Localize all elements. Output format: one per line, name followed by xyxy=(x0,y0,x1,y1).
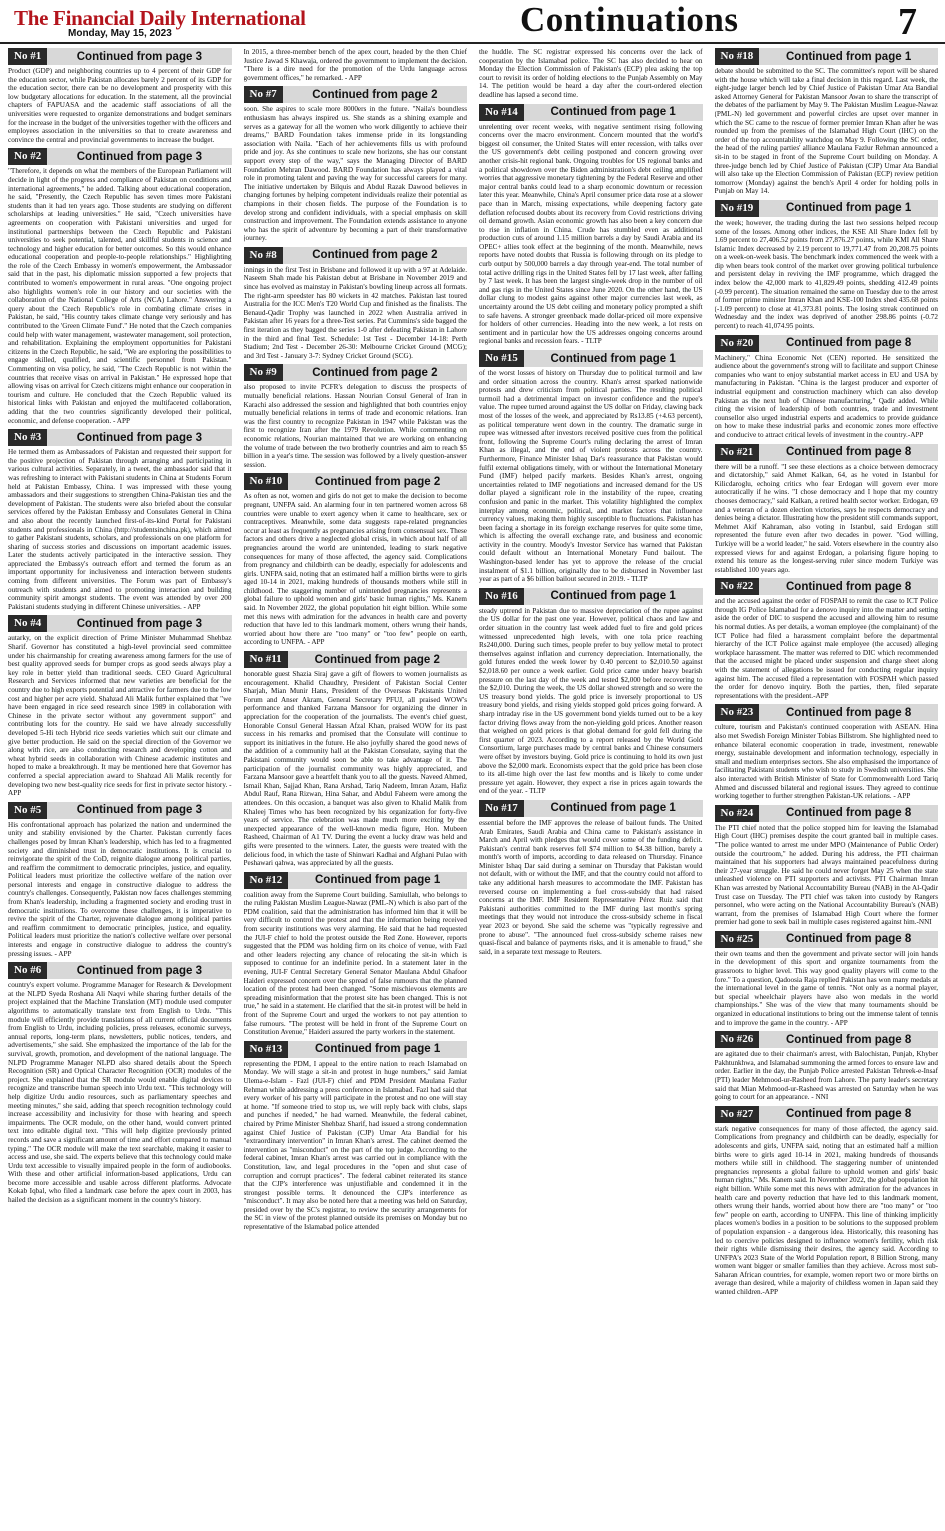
continued-from-label: Continued from page 1 xyxy=(785,50,912,63)
continuation-number: No #4 xyxy=(8,615,47,632)
continuation-header xyxy=(479,800,703,817)
continuation-header xyxy=(715,805,939,822)
article-text: As often as not, women and girls do not get to make the decision to become pregnant, UNFPA said. An alarming four in ten partnered women across 68 countries were unable to exert agency when it came to healthcare, sex or contraceptives. Meanwhile, some data suggests rape-related pregnancies occur at least as frequently as pregnancies arising from consensual sex. These factors and others drive a neglected global crisis, in which about half of all pregnancies around the world are unintended, leading to stark negative consequences for many of those affected, the agency said. Complications from pregnancy and childbirth can be deadly, especially for adolescents and girls. UNFPA said, noting that an estimated half a million births were to girls aged 10-14 in 2021, making hundreds of thousands mothers while still in childhood. The staggering number of unintended pregnancies represents a global failure to uphold women and girls' basic human rights," Ms. Kanem said. In November 2022, the global population hit eight billion. While some met this news with admiration for the advances in health care and poverty reduction that have led to this landmark moment, others wrung their hands, worried about how there are "too many" or "too few" people on earth, according to UNFPA. - APP xyxy=(243,492,467,647)
continued-from-label: Continued from page 1 xyxy=(550,802,676,815)
continuation-header xyxy=(8,48,232,65)
continuation-item xyxy=(479,350,703,584)
article-text: of the worst losses of history on Thursday due to political turmoil and law and order situation across the country. Khan's arrest sparked nationwide protests and drew criticism from political parties. The resulting political turmoil had a detrimental impact on investor confidence and the rupee's value. The rupee turned around against the US dollar on Friday, clawing back most of the losses of the week, and appreciated by Rs13.85 (+4.63 percent), as political temperature went down in the country. The dramatic surge in rupee was witnessed after investors received positive cues from the political front, following the Supreme Court's ruling declaring the arrest of Imran Khan as illegal, and the end of violent protests across the country. Furthermore, Finance Minister Ishaq Dar's reassurance that Pakistan would fulfil external obligations timely, with or without the International Monetary Fund (IMF) helped pacify markets. Besides Khan's arrest, ongoing uncertainties related to IMF negotiations and increased demand for the US dollar played a significant role in the instability of the rupee, creating confusion and panic in the market. This volatility highlighted the complex interplay among economic, political, and market factors that influence currency values, making them highly susceptible to fluctuations. Pakistan has been facing a shortage in its foreign exchange reserves for quite some time, which is affecting the overall exchange rate, and business and economic activity in the country. Moody's Investor Service has warned that Pakistan could default without an International Monetary Fund bailout. The Washington-based lender has yet to approve the release of the crucial instalment of $1.1 billion, originally due to be disbursed in November last year as part of a $6 billion bailout secured in 2019. - TLTP xyxy=(479,369,703,584)
continuation-item xyxy=(8,962,232,1204)
continuation-header xyxy=(244,872,468,889)
article-text: The PTI chief noted that the police stopped him for leaving the Islamabad High Court (IHC) premises despite the court granted bail in multiple cases. "The police wanted to arrest me under MPO (Maintenance of Public Order) outside the courtroom," he added. During his address, the PTI chairman maintained that his supporters had always maintained peacefulness during their 27-year struggle. He said he could never forget May 25 when the state unleashed violence on PTI supporters and activists. PTI Chairman Imran Khan was arrested by National Accountability Bureau (NAB) in the Al-Qadir Trust case on Tuesday. The PTI chief was taken into custody by Rangers personnel, who were acting on the National Accountability Bureau's (NAB) warrant, from the premises of Islamabad High Court where the former premier had gone to seek bail in multiple cases registered against him.-NNI xyxy=(714,823,938,927)
continuation-number: No #7 xyxy=(244,86,283,103)
continuation-item xyxy=(244,1041,468,1232)
continuation-number: No #10 xyxy=(244,473,289,490)
article-text: also proposed to invite PCFR's delegation to discuss the prospects of mutually beneficial relations. Hassan Nourian Consul General of Iran in Karachi also addressed the session and highlighted that both countries enjoy mutually beneficial relations in terms of trade and economic relations. Iran was the first country to recognize Pakistan in 1947 while Pakistan was the first to recognize Iran after the 1979 Revolution. While commenting on economic relations, Nourian maintained that we are working on enhancing the volume of trade between the two brotherly countries and aim to reach $5 billion in a year's time. The session was followed by a lively question-answer session. xyxy=(243,383,467,469)
continuation-header xyxy=(244,364,468,381)
masthead xyxy=(0,0,945,44)
article-text: the huddle. The SC registrar expressed his concerns over the lack of cooperation by the Islamabad police. The SC has also decided to hear on Monday the Election Commission of Pakistan's (ECP) plea asking the top court to revisit its order of holding elections to the Punjab Assembly on May 14. The petition would be heard a day after the court-ordered election deadline has lapsed a second time. xyxy=(479,48,703,99)
continuation-number: No #8 xyxy=(244,247,283,264)
continuation-number: No #13 xyxy=(244,1041,289,1058)
continuation-header xyxy=(244,651,468,668)
continuation-item xyxy=(8,802,232,959)
continued-from-label: Continued from page 2 xyxy=(312,249,438,262)
continuation-item xyxy=(715,200,939,331)
continued-from-label: Continued from page 8 xyxy=(785,807,912,820)
continued-from-label: Continued from page 3 xyxy=(76,804,202,817)
continued-from-label: Continued from page 2 xyxy=(312,88,438,101)
continuation-item xyxy=(244,247,468,361)
continuation-item xyxy=(244,86,468,243)
continuation-item xyxy=(715,704,939,800)
continuation-number: No #27 xyxy=(715,1106,760,1123)
continued-from-label: Continued from page 1 xyxy=(314,1043,441,1056)
section-heading: Continuations xyxy=(520,0,739,39)
column-4 xyxy=(715,48,939,1524)
continuation-item xyxy=(715,335,939,440)
continuation-number: No #25 xyxy=(715,931,760,948)
continuation-header xyxy=(715,704,939,721)
continuation-item xyxy=(244,651,468,868)
continued-from-label: Continued from page 1 xyxy=(314,874,441,887)
article-text: His confrontational approach has polarized the nation and undermined the unity and stability envisioned by the Charter. Pakistan currently faces challenges posed by Imran Khan's leadership, which has led to a fragmented society and diminished trust in democratic institutions. It is crucial to reinvigorate the spirit of the CoD, reignite dialogue among political parties, and reaffirm the commitment to democratic principles, justice, and equality. Political leaders must prioritize the collective welfare of the nation over personal interests and engage in constructive dialogue to address the country's challenges. Consequently, Pakistan now faces challenges stemming from Khan's leadership, including a fragmented society and eroding trust in democratic institutions. To overcome these challenges, it is imperative to revive the spirit of the Charter, rejuvenate dialogue among political parties and reaffirm commitment to democratic principles, justice, and equality. Political leaders must prioritize the nation's collective welfare over personal interests and engage in constructive dialogue to address the country's pressing issues. - APP xyxy=(8,820,232,958)
continued-from-label: Continued from page 2 xyxy=(312,366,438,379)
continuation-header xyxy=(715,48,939,65)
article-text: innings in the first Test in Brisbane and followed it up with a 97 at Adelaide. Naseem Shah made his Pakistan debut at Brisbane in November 2019 and since has evolved as mainstay in Pakistan's bowling lineup across all formats. The right-arm speedster has 80 wickets in 42 matches. Pakistan last toured Australia for the ICC Men's T20 World Cup and finished as the finalists. The Benaud-Qadir Trophy was launched in 2022 when Australia arrived in Pakistan after 16 years for a three-Test series. Pat Cummins's side bagged the first iteration as they bagged the series 1-0 after defeating Pakistan in Lahore in the third and final Test. Schedule: 1st Test - December 14-18: Perth Stadium; 2nd Test - December 26-30: Melbourne Cricket Ground (MCG); and 3rd Test - January 3-7: Sydney Cricket Ground (SCG). xyxy=(243,265,467,360)
continued-from-label: Continued from page 2 xyxy=(314,475,441,488)
continuation-header xyxy=(8,615,232,632)
continued-from-label: Continued from page 8 xyxy=(785,337,912,350)
continued-from-label: Continued from page 2 xyxy=(314,653,440,666)
issue-date: Monday, May 15, 2023 xyxy=(68,28,172,39)
article-text: essential before the IMF approves the release of bailout funds. The United Arab Emirates, Saudi Arabia and China came to Pakistan's assistance in March and April with pledges that would cover some of the funding deficit. Pakistan's central bank reserves fell $74 million to $4.38 billion, barely a month's worth of imports, according to data released on Thursday. Finance Minister Ishaq Dar said during a seminar on Thursday that Pakistan would not default, with or without the IMF, and that the country could not afford to take any additional harsh measures to accommodate the IMF. Pakistan has reversed course on implementing a fuel cross-subsidy that had raised concerns at the IMF. IMF Resident Representative Pérez Ruiz said that Pakistani authorities committed to the IMF during last month's spring meetings that they would not introduce the cross-subsidy scheme in fiscal year 2023 or beyond. She said the scheme was "typically regressive and prone to abuse". "The announced fuel cross-subsidy scheme raises new quasi-fiscal and balance of payments risks, and it is amenable to fraud," she said, in a separate text message to Reuters. xyxy=(479,818,703,956)
column-2 xyxy=(244,48,468,1524)
continued-from-label: Continued from page 3 xyxy=(76,150,202,163)
article-text: there will be a runoff. "I see these elections as a choice between democracy and dictatorship," said Ahmet Kalkan, 64, as he voted in Istanbul for Kilicdaroglu, echoing critics who fear Erdogan will govern ever more autocratically if he wins. "I chose democracy and I hope that my country chooses democracy," said Kalkan, a retired health sector worker. Erdogan, 69 and a veteran of a dozen election victories, says he respects democracy and denies being a dictator. Illustrating how the president still commands support, Mehmet Akif Kahraman, also voting in Istanbul, said Erdogan still represented the future even after two decades in power. "God willing, Turkiye will be a world leader," he said. Voters elsewhere in the country also expressed views for and against Erdogan, a polarising figure hoping to extend his tenure as the longest-serving ruler since modern Turkiye was established 100 years ago. xyxy=(714,462,938,574)
article-text: representing the PDM, I appeal to the entire nation to reach Islamabad on Monday. We will stage a sit-in and protest in huge numbers," said Jamiat Ulema-e-Islam - Fazl (JUI-F) chief and PDM President Maulana Fazlur Rehman while addressing a press conference in Islamabad. Fazl had said that every worker of his party will participate in the protest and no one will stay at home. "If someone tried to stop us, we will reply back with clubs, slaps and punches if needed," he had warned. Meanwhile, the federal cabinet, chaired by Prime Minister Shehbaz Sharif, had issued a strong condemnation against Chief Justice of Pakistan (CJP) Umar Ata Bandial for his "extraordinary intervention" in Imran Khan's arrest. The cabinet deemed the intervention as "misconduct" on the part of the top judge. According to the federal cabinet, Imran Khan's arrest was carried out in compliance with the Constitution, law, and legal procedures in the "open and shut case of corruption and corrupt practices". The federal cabinet reiterated its stance that the CJP's interference was unjustifiable and condemned it in the strongest possible terms. It denounced the CJP's interference as "misconduct". It may also be noted here that a meeting was held on Saturday, presided over by the SC's registrar, to review the security arrangements for the SC in view of the protest planned outside its premises on Monday but no representative of the Islamabad police attended xyxy=(243,1059,467,1232)
continued-from-label: Continued from page 1 xyxy=(550,590,676,603)
continuation-number: No #19 xyxy=(715,200,760,217)
continuation-item xyxy=(715,931,939,1027)
continuation-item xyxy=(715,48,939,196)
continuation-header xyxy=(8,802,232,819)
continuation-number: No #21 xyxy=(715,444,760,461)
continuation-item xyxy=(479,588,703,796)
continued-from-label: Continued from page 8 xyxy=(785,1033,912,1046)
article-text: stark negative consequences for many of those affected, the agency said. Complications from pregnancy and childbirth can be deadly, especially for adolescents and girls, UNFPA said, noting that an estimated half a million births were to girls aged 10-14 in 2021, making hundreds of thousands mothers while still in childhood. The staggering number of unintended pregnancies represents a global failure to uphold women and girls' basic human rights," Ms. Kanem said. In November 2022, the global population hit eight billion. While some met this news with admiration for the advances in health care and poverty reduction that have led to this landmark moment, others wrung their hands, worried about how there are "too many" or "too few" people on earth, according to UNFPA. This line of thinking implicitly places women's bodies in a position to be solutions to the supposed problem of population expansion - a dangerous idea. Historically, this reasoning has led to coercive policies designed to influence women's fertility, which risk their rights while dismissing their desires, the agency said. According to UNFPA's 2023 State of the World Population report, 8 Billion Strong, many women want bigger or smaller families than they achieve. Across most sub-Saharan African countries, for example, women report two or more births on average than desired, while a majority of childless women in Japan said they wanted children.-APP xyxy=(714,1124,938,1297)
continued-from-label: Continued from page 8 xyxy=(785,706,912,719)
columns xyxy=(8,48,938,1524)
continuation-item xyxy=(715,1031,939,1102)
continuation-item xyxy=(715,578,939,700)
continuation-number: No #22 xyxy=(715,578,760,595)
continuation-item xyxy=(244,364,468,469)
continuation-header xyxy=(715,1106,939,1123)
article-text: and the accused against the order of FOSPAH to remit the case to ICT Police through IG Police Islamabad for a denovo inquiry into the matter and setting aside the order of DIC to suspend the accused and allowing him to resume his normal duties. As per details, a woman employee (the complainant) of the ICT Police had filed a harassment complaint before the departmental hierarchy of the ICT Police against male employee (the accused) alleging workplace harassment. The matter was referred to DIC which recommended that the accused might be placed under suspension and charge sheet along with the statement of allegations be issued for conducting regular inquiry against him. The accused filed a representation with FOSPAH which passed the order for denovo inquiry. Both the parties, then, filed separate representations with the president.-APP xyxy=(714,597,938,700)
article-text: steady uptrend in Pakistan due to massive depreciation of the rupee against the US dollar for the past one year. However, political chaos and law and order situation in the country last week added fuel to fire and gold prices witnessed unprecedented high levels, with one tola price reaching Rs240,000. During such times, people prefer to buy yellow metal to protect themselves against inflation and currency depreciation. Internationally, the gold futures ended the week lower by 0.40 percent to $2,010.50 against $2,018.60 per ounce a week earlier. Gold price came under heavy bearish pressure on the last day of the week and tested $2,000 before recovering to the $2,010. During the week, the US dollar showed strength and so were the US treasury bond yields. The gold price is inversely proportional to US treasury bond yields, and rising yields stopped gold prices going forward. A sharp intraday rise in the US government bond yields turned out to be a key factor driving flows away from the non-yielding gold prices. Another reason that weighed on gold prices is that global demand for gold fell during the first quarter of 2023. According to a report released by the World Gold Consortium, large purchases made by central banks and Chinese consumers were offset by investors buying. Gold price is continuing to hold its own just above the $2,000 mark. Economists expect that the gold price has been close to its all-time high over the last few months and is likely to come under pressure yet again. However, they expect a rise in prices again towards the end of the year. - TLTP xyxy=(479,606,703,796)
continuation-number: No #16 xyxy=(479,588,524,605)
continuation-item xyxy=(8,429,232,611)
continuation-number: No #9 xyxy=(244,364,283,381)
continued-from-label: Continued from page 1 xyxy=(550,352,676,365)
column-1 xyxy=(8,48,232,1524)
article-text: are agitated due to their chairman's arrest, with Balochistan, Punjab, Khyber Pakhtunkhwa, and Islamabad summoning the armed forces to ensure law and order. Earlier in the day, the Punjab Police arrested Pakistan Tehreek-e-Insaf (PTI) leader Mehmood-ur-Rasheed from Lahore. The party leader's secretary said that Mian Mehmood-ur-Rasheed was arrested on Saturday when he was going to court for an appearance. - NNI xyxy=(714,1050,938,1102)
continuation-item xyxy=(244,473,468,647)
continuation-item xyxy=(715,1106,939,1297)
column-3 xyxy=(479,48,703,1524)
article-text: unrelenting over recent weeks, with negative sentiment rising following concerns over the macro environment. Concern mounted that the world's biggest oil consumer, the United States will enter recession, with talks over the US government's debt ceiling postponed and concern growing over another crisis-hit regional bank. Ongoing troubles for US regional banks and a political showdown over the Biden administration's debt ceiling amplified worries that aggressive monetary tightening by the Federal Reserve and other major central banks could lead to a sharp economic downturn or recession later this year. Meanwhile, China's April consumer price data rose at a slower pace than in March, missing expectations, while deepening factory gate deflation refocused doubts about its recovery from Covid restrictions driving oil demand growth. Asian economic growth has also been a key concern due to rise in inflation in China. Crude has stumbled even as additional production cuts of around 1.15 million barrels a day by Saudi Arabia and its OPEC+ allies took effect at the beginning of the month. Meanwhile, news reports have noted doubts that Russia is following through on its pledge to curb output by 500,000 barrels a day through year-end. The total number of total active drilling rigs in the United States fell by 17 last week, after falling by 7 last week. It has been the largest single-week drop in the number of oil and gas rigs in the United States since June 2020. On the other hand, the US dollar clung to modest gains against other major currencies last week, as uncertainty around the US debt ceiling and monetary policy prompted a shift to safe havens. A stronger greenback made dollar-priced oil more expensive for holders of other currencies. Heading into the new week, a lot rests on sentiment and in particular how the US addresses ongoing concerns around regional banks and recession fears. - TLTP xyxy=(479,122,703,346)
continuation-header xyxy=(244,1041,468,1058)
continuation-item xyxy=(715,444,939,575)
continuation-item xyxy=(479,800,703,957)
continuation-item xyxy=(715,805,939,927)
article-text: coalition away from the Supreme Court building. Samiullah, who belongs to the ruling Pakistan Muslim League-Nawaz (PML-N) which is also part of the PDM coalition, said that the administration has informed him that it will be very difficult to control the protest and that the information being received from security institutions was very alarming. He said that he had requested the JUI-F chief to hold the protest outside the Red Zone. However, reports suggested that the PDM was holding firm on its choice of venue, with Fazl and other leaders rejecting any chance of relocating the sit-in which is supposed to continue for an indefinite period. In a statement later in the evening, JUI-F Central Secretary General Senator Maulana Abdul Ghafoor Haideri expressed concern over the spread of false rumours that the planned location of the protest had been changed. "Some mischievous elements are spreading misinformation that the protest site has been changed. This is not true," he said in a statement. He clarified that the sit-in protest will be held in front of the Supreme Court and urged the workers to not pay attention to false rumours. "The protest will be held in front of the Supreme Court on Constitution Avenue," Haideri assured the party workers in the statement. xyxy=(243,890,467,1037)
continuation-header xyxy=(8,962,232,979)
continued-from-label: Continued from page 3 xyxy=(76,431,202,444)
article-text: He termed them as Ambassadors of Pakistan and requested their support for the positive projection of Pakistan through arranging and participating in various cultural activities. Separately, in a tweet, the ambassador said that it was refreshing to interact with Pakistani students in China at Students Forum held at Pakistan Embassy, China. I was impressed with these young ambassadors and their suggestions to strengthen China-Pakistan ties and the development of Pakistan. The students were also briefed about the consular services offered by the Pakistan Embassy and Consulates General in China and also about the recently launched first-of-its-kind Portal for Pakistani students and professionals in China (http://studentsinchina.pk), which aimed to gather Pakistani students, scholars, and professionals on one platform for sharing of success stories and discussions on important academic issues. Later the students actively participated in the interactive session. They appreciated the Embassy's outreach effort and termed the forum as an important opportunity for inclusiveness and interaction between students coming from different universities. The Forum was part of Embassy's outreach with students and aimed to promoting interaction and building community spirit amongst students. The event was attended by over 200 Pakistani students studying in different Chinese universities. - APP xyxy=(8,448,232,611)
continued-from-label: Continued from page 8 xyxy=(785,446,912,459)
continuation-number: No #18 xyxy=(715,48,760,65)
continuation-header xyxy=(244,86,468,103)
article-text: "Therefore, it depends on what the members of the European Parliament will decide in light of the progress and compliance of Pakistan on conditions and international agreements," he added. Talking about educational cooperation, he said, "Presently, the Czech Republic has seven times more Pakistani students than it had ten years ago. Those students are studying on different scholarships at leading universities." He said, "Czech universities have agreements on cooperation with Pakistani universities and urged for institutional partnerships between the Czech Republic and Pakistani universities to seek potential, talented, and skillful students in science and technology and higher education for better outcomes. So this would enhance educational cooperation and people-to-people relationships." Highlighting the role of the Czech Embassy in women's empowerment, the Ambassador said that in the past, his diplomatic mission supported a few projects that contributed to women's empowerment in rural areas. "One ongoing project also highlights women's role in our history and our societies with the collaboration of the National College of Arts (NCA) Lahore." Answering a query about the Czech Republic's role in combating climate crises in Pakistan, he said, "His country takes climate change very seriously and has contributed to the 'Green Climate Fund'." He noted that the Czech companies could help with water management, wastewater management, soil protection, and rehabilitation. Explaining the employment opportunities for Pakistani citizens in the Czech Republic, he said, "We are exploring the possibilities to engage skilled, qualified, and scientific personnel from Pakistan." Commenting on visa policy, he said, "The Czech Republic is not within the countries that receive visas on arrival in Pakistan." He expressed hope that allowing visas on arrival for Czech citizens might enhance our cooperation in tourism and culture. He concluded that the Czech Republic valued its historical links with Pakistan and enjoyed the multifaceted collaboration, adding that the two countries significantly developed their political, economic, and defense cooperation. - APP xyxy=(8,167,232,425)
continued-from-label: Continued from page 1 xyxy=(550,106,676,119)
continuation-header xyxy=(479,350,703,367)
continued-from-label: Continued from page 8 xyxy=(785,933,912,946)
article-text: Product (GDP) and neighboring countries up to 4 percent of their GDP for the education sector, while Pakistan allocates barely 2 percent of its GDP for the education sector, there can be no development and prosperity with this low budgetary allocations for education. In the statement, all the provincial chapters of FAPUASA and the academic staff associations of all the universities were requested to organize demonstrations and budget seminars for the increase in the budget of the universities together with the officers and employees association in the universities so that to create awareness and convince the central and provincial governments to increase the budget. xyxy=(8,67,232,144)
continuation-header xyxy=(8,429,232,446)
continuation-header xyxy=(8,148,232,165)
continuation-number: No #17 xyxy=(479,800,524,817)
continuation-number: No #1 xyxy=(8,48,47,65)
continuation-header xyxy=(715,1031,939,1048)
continued-from-label: Continued from page 3 xyxy=(76,617,202,630)
continuation-number: No #14 xyxy=(479,104,524,121)
continued-from-label: Continued from page 3 xyxy=(76,50,202,63)
continuation-header xyxy=(479,588,703,605)
article-text: soon. She aspires to scale more 8000ers in the future. "Naila's boundless enthusiasm has always inspired us. She stands as a shining example and serves as a gateway for all the women who work diligently to achieve their dreams," BARD Foundation takes immense pride in its longstanding association with Naila. "Each of her achievements fills us with profound pride and joy. As she continues to scale new horizons, she has our constant support every step of the way," says the Managing Director of BARD Foundation Mehran Dawood. BARD Foundation has always played a vital role in promoting talent and paving the way for successful careers for many. The initiative undertaken by Bilquis and Abdul Razak Dawood believes in changing fortunes by helping competent individuals realize their potential as champions in their chosen fields. The purpose of the Foundation is to develop strong and confident individuals, with a special emphasis on skill construction and improvement. The Foundation extends assistance to anyone who has the spirit of adventure by becoming a part of their transformative journey. xyxy=(243,105,467,243)
article-text: culture, tourism and Pakistan's continued cooperation with ASEAN. Hina also met Swedish Foreign Minister Tobias Billstrom. She highlighted need to enhance bilateral economic cooperation in trade, investment, renewable energy, sustainable development and information technology, especially in small and medium enterprises sectors. She also emphasised the importance of facilitating Pakistani students who wish to study in Swedish universities. She also interacted with British Minister of State for Commonwealth Lord Tariq Ahmed and discussed bilateral and regional issues. They agreed to continue working together to further strengthen Pakistan-UK relations. - APP xyxy=(714,723,938,801)
continuation-number: No #15 xyxy=(479,350,524,367)
continuation-number: No #2 xyxy=(8,148,47,165)
continuation-item xyxy=(479,48,703,100)
page-number: 7 xyxy=(898,1,917,43)
continuation-number: No #6 xyxy=(8,962,47,979)
continued-from-label: Continued from page 3 xyxy=(76,964,202,977)
continuation-number: No #5 xyxy=(8,802,47,819)
continuation-header xyxy=(715,444,939,461)
continuation-header xyxy=(479,104,703,121)
continuation-header xyxy=(715,200,939,217)
continued-from-label: Continued from page 8 xyxy=(785,580,912,593)
continuation-number: No #26 xyxy=(715,1031,760,1048)
continuation-number: No #11 xyxy=(244,651,288,668)
continued-from-label: Continued from page 8 xyxy=(785,1108,912,1121)
continuation-header xyxy=(715,335,939,352)
continued-from-label: Continued from page 1 xyxy=(785,202,912,215)
continuation-header xyxy=(715,578,939,595)
article-text: the week; however, the trading during the last two sessions helped recoup some of the losses. Among other indices, the KSE All Share Index fell by 1.69 percent to 27,406.52 points from 27,876.27 points, while KMI All Share Islamic Index decreased by 2.19 percent to 19,771.47 from 20,208.75 points on a week-on-week basis. The benchmark index commenced the week with a dip when bears took control of the market over growing political turbulence and persistent delay in reviving the IMF programme, which dragged the index below the 42,000 mark to 41,829.49 points, shedding 412.49 points (-0.99 percent). The situation remained the same on Tuesday due to the arrest of former prime minister Imran Khan and KSE-100 Index shed 435.68 points (-1.09 percent) to close at 41,373.81 points. The losing streak continued on Wednesday and the index was deprived of another 298.86 points (-0.72 percent) to reach 41,074.95 points. xyxy=(714,218,938,331)
continuation-number: No #20 xyxy=(715,335,760,352)
article-text: Machinery," China Economic Net (CEN) reported. He sensitized the audience about the government's strong will to facilitate and support Chinese companies who want to enjoy substantial market access in EU and USA by manufacturing in Pakistan. "China is the largest producer and exporter of industrial equipment and construction machinery which can also develop Pakistan as the next hub of Chinese manufacturing," Qadir added. While citing the vision of leadership of both countries, trade and investment counsellor also urged industrial experts and academics to provide guidance on how to make these industrial parks and economic zones more effective and conducive to attract critical levels of investment in the country.-APP xyxy=(714,353,938,439)
article-text: honorable guest Shazia Siraj gave a gift of flowers to women journalists as encouragement. Khalid Chaudhry, President of Pakistan Social Center Sharjah, Mian Munir Hans, President of the Overseas Pakistanis United Forum and Anser Akram, General Secretary PFUJ, all praised WOW's performance and thanked Farzana Mansoor for organizing the dinner in appreciation for the cooperation of the journalists. The event's chief guest, Honorable Consul General Hassan Afzal Khan, praised WOW for its past success in his remarks and promised that the Consulate will continue to support its initiatives in the future. He also joyfully shared the good news of the addition of a community hall at the Pakistan Consulate, saying that the Pakistani community would soon be able to take advantage of it. The participation of the journalist community was highly appreciated, and Farzana Mansoor gave a heartfelt thank you to all the guests. Naveed Ahmed, Ismail Khan, Sajjad Khan, Rana Arshad, Tariq Nadeem, Imran Azam, Hafiz Abdul Rauf, Rana Rizwan, Hina Sahar, and Abdul Faheem were among the attendees. On this occasion, a banquet was also given to Khalid Malik from Khaleej Times who has been recognized by his organization for forty-five years of service. The celebration was made much more exciting by the unexpected appearance of the well-known media figure, Hon. Mubeen Rasheed, Chairman of A1 TV. During the event a lucky draw was held and gifts were presented to the winners. Later, the guests were treated with the delicious food, in which the taste of Shinwari Kadhai and Afghani Pulao with Peshawari qahwa, was appreciated by all the guests. xyxy=(243,670,467,868)
article-text: debate should be submitted to the SC. The committee's report will be shared with the house which will take a final decision in this regard. Last week, the eight-judge larger bench led by Chief Justice of Pakistan Umar Ata Bandial asked Attorney General for Pakistan Mansoor Awan to share the transcript of the debates of the parliament by May 9. The Pakistan Muslim League-Nawaz (PML-N) led government and powerful circles are upset over manner in which the SC came to the rescue of former premier Imran Khan after he was rounded up from the premises of the Islamabad High Court (IHC) on the order of the top accountability watchdog on May 9. Following the SC order, the head of the ruling parties' alliance Maulana Fazlur Rehman announced a sit-in to be staged in front of the Supreme Court building on Monday. A three-judge bench led by Chief Justice of Pakistan (CJP) Umar Ata Bandial will also take up the Election Commission of Pakistan (ECP) review petition tomorrow (Monday) against the bench's April 4 order for holding polls in Punjab on May 14. xyxy=(714,67,938,196)
continuation-number: No #24 xyxy=(715,805,760,822)
continuation-number: No #3 xyxy=(8,429,47,446)
continuation-item xyxy=(8,48,232,144)
article-text: country's expert volume. Programme Manager for Research & Development at the NLPD Syeda Roshana Ali Naqvi while sharing further details of the project explained that the Machine Translation (MT) module used computer algorithms to automatically translate text from English to Urdu. "This module will efficiently provide translations of all current official documents from English to Urdu, including policies, press releases, economic surveys, annual reports, long-term plans, newsletters, public notices, tenders, and advertisements," she said. She emphasized the importance of the lab for the survival, growth, promotion, and development of the national language. The NLPD Programme Manager NLPD also shared details about the Speech Recognition (SR) and Optical Character Recognition (OCR) modules of the project. She explained that the SR module would enable digital devices to recognize and transcribe human speech into Urdu text. "This technology will help digitize Urdu audio resources, such as parliamentary speeches and meeting minutes," she said, adding that speech recognition technology could increase accessibility and inclusivity for those with hearing and speech impairments. The OCR module, on the other hand, would convert printed text into editable digital text. "This will help digitize previously printed records and save a significant amount of time and effort compared to manual typing." The OCR module will make the text searchable, making it easier to access and use, she said. The experts believe that this technology could make Urdu text accessible to visually impaired people in the form of audiobooks. With these and other artificial information-based applications, Urdu can become more accessible and usable across different platforms. Advocate Kokab Iqbal, who filed a landmark case before the apex court in 2003, has hailed the decision as a significant moment in the country's history. xyxy=(8,981,232,1205)
continuation-item xyxy=(244,48,468,82)
continuation-item xyxy=(8,148,232,425)
continuation-number: No #23 xyxy=(715,704,760,721)
continuation-header xyxy=(244,473,468,490)
continuation-header xyxy=(715,931,939,948)
article-text: In 2015, a three-member bench of the apex court, headed by the then Chief Justice Jawad S Khawaja, ordered the government to implement the decision. "There is a dire need for the promotion of the Urdu language across government offices," he remarked. - APP xyxy=(243,48,467,82)
continuation-number: No #12 xyxy=(244,872,289,889)
continuation-item xyxy=(8,615,232,797)
continuation-item xyxy=(479,104,703,346)
article-text: autarky, on the explicit direction of Prime Minister Muhammad Shehbaz Sharif. Governor has constituted a high-level provincial seed committee under his chairmanship for creating awareness among farmers for the use of best quality approved seeds for bumper crops as good seeds always play a key role in better yield than traditional seeds. CEO Guard Agricultural Research and Services informed that new varieties are beneficial for the country due to high exports potential and attractive for farmers due to the low cost and higher per acre yield. Shahzad Ali Malik further explained that "we have been engaged in rice seed research since 1989 in collaboration with Chinese in the private sector without any government support" and contributing lots for the country. He said we have already successfully developed 5-Hi tech Hybrid rice seeds varieties which suit our climate and give better production. He said on the special direction of the Governor we along with rice, are also conducting research and developing cotton and wheat hybrid seeds in collaboration with Chinese academic institutes and hoped to make a breakthrough. It may be mentioned here that Governor has conferred a special appreciation award to Shahzad Ali Malik recently for developing two new best-quality rice seeds for first in private sector history. - APP xyxy=(8,634,232,798)
newspaper-name: The Financial Daily International xyxy=(14,6,306,30)
article-text: their own teams and then the government and private sector will join hands in the development of this sport and organize tournaments from the grassroots to higher level. This way good quality players will come to the fore." To a question, Qadoosia Raja replied Pakistan has won many medals at the international level in the game of tennis. "Not only as a normal player, but special wheelchair players have also won medals in the world championships." She was of the view that many tournaments should be organized in educational institutions to bring out the immense talent of tennis and to improve the game in the country. - APP xyxy=(714,949,938,1027)
continuation-header xyxy=(244,247,468,264)
continuation-item xyxy=(244,872,468,1037)
